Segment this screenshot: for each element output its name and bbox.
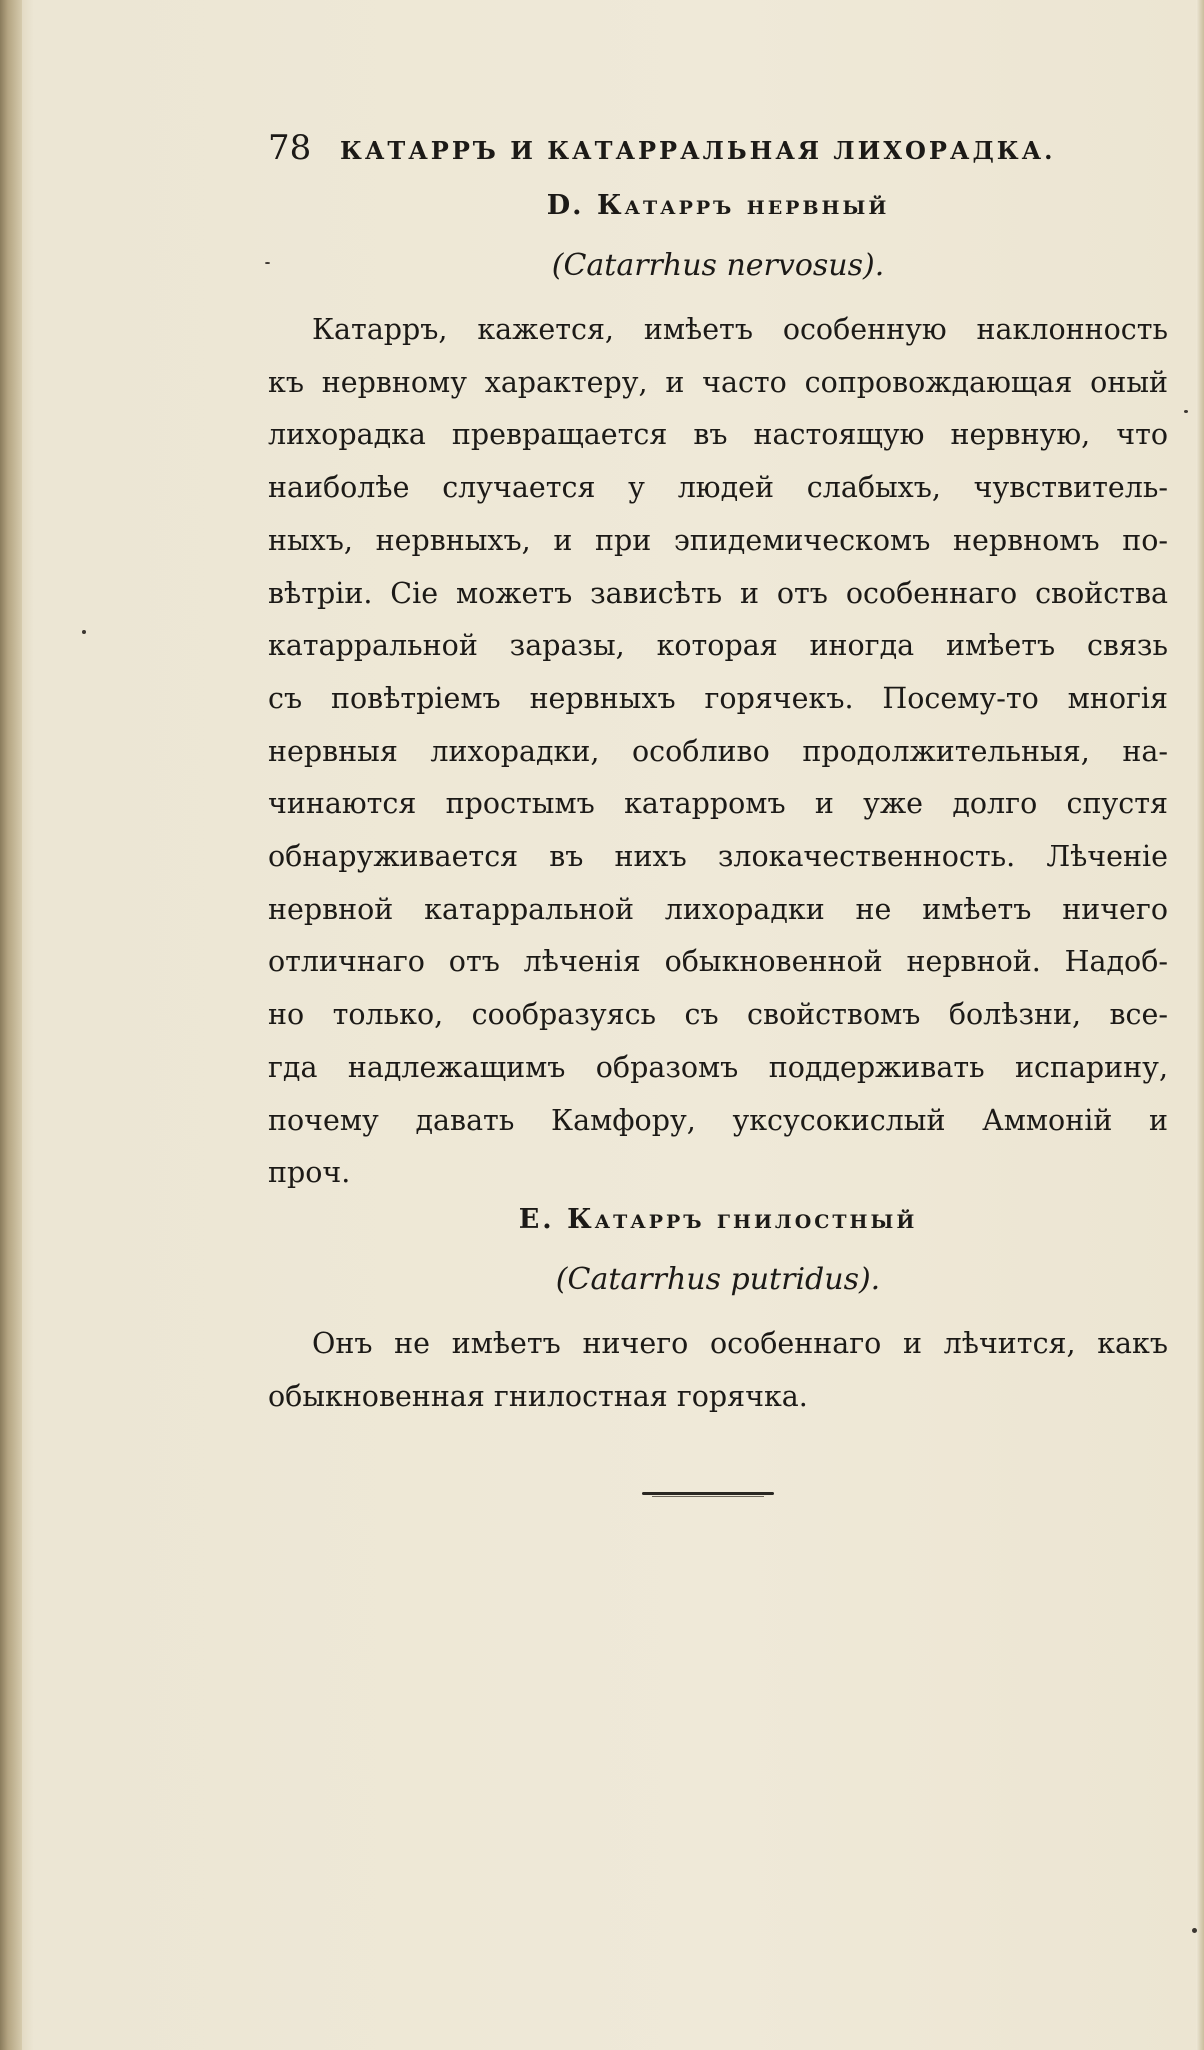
text-line: нервныя лихорадки, особливо продолжительныя, на- — [268, 734, 1168, 768]
section-e-latin-name: (Catarrhus putridus). — [555, 1261, 881, 1297]
text-line: наиболѣе случается у людей слабыхъ, чувствитель- — [268, 471, 1168, 505]
text-line: вѣтріи. Сіе можетъ зависѣть и отъ особеннаго свойства — [268, 576, 1168, 610]
section-e-paragraph — [268, 1318, 1168, 1423]
section-e-heading: E. Катарръ гнилостный — [518, 1203, 918, 1235]
section-d-latin-name: (Catarrhus nervosus). — [551, 248, 885, 283]
ink-speck — [265, 262, 270, 264]
text-line: гда надлежащимъ образомъ поддерживать испарину, — [268, 1050, 1168, 1084]
end-ornament-rule — [642, 1492, 774, 1495]
text-line: обыкновенная гнилостная горячка. — [268, 1379, 808, 1413]
page-binding-edge — [0, 0, 22, 2050]
text-block — [268, 128, 1168, 1423]
text-line: лихорадка превращается въ настоящую нервную, что — [268, 418, 1168, 452]
text-line: но только, сообразуясь съ свойствомъ болѣзни, все- — [268, 998, 1168, 1032]
section-d-paragraph — [268, 304, 1168, 1200]
running-head — [268, 128, 1168, 180]
text-line: Онъ не имѣетъ ничего особеннаго и лѣчится, какъ — [312, 1326, 1168, 1360]
ink-speck — [82, 630, 86, 634]
section-d-heading: D. Катарръ нервный — [546, 190, 890, 221]
ink-speck — [1184, 410, 1188, 413]
text-line: ныхъ, нервныхъ, и при эпидемическомъ нервномъ по- — [268, 523, 1168, 557]
text-line: катарральной заразы, которая иногда имѣетъ связь — [268, 629, 1168, 663]
running-title: КАТАРРЪ И КАТАРРАЛЬНАЯ ЛИХОРАДКА. — [340, 136, 1056, 165]
text-line: къ нервному характеру, и часто сопровождающая оный — [268, 365, 1168, 399]
text-line: нервной катарральной лихорадки не имѣетъ ничего — [268, 892, 1168, 926]
text-line: почему давать Камфору, уксусокислый Аммоній и — [268, 1103, 1168, 1137]
text-line: проч. — [268, 1156, 351, 1190]
text-line: съ повѣтріемъ нервныхъ горячекъ. Посему-то многія — [268, 681, 1168, 715]
text-line: Катарръ, кажется, имѣетъ особенную наклонность — [312, 313, 1168, 346]
text-line: обнаруживается въ нихъ злокачественность. Лѣченіе — [268, 840, 1168, 874]
text-line: отличнаго отъ лѣченія обыкновенной нервной. Надоб- — [268, 945, 1168, 979]
page-number: 78 — [268, 128, 312, 168]
page-right-edge — [1196, 0, 1204, 2050]
ink-speck — [1192, 1928, 1197, 1933]
text-line: чинаются простымъ катарромъ и уже долго спустя — [268, 787, 1168, 821]
